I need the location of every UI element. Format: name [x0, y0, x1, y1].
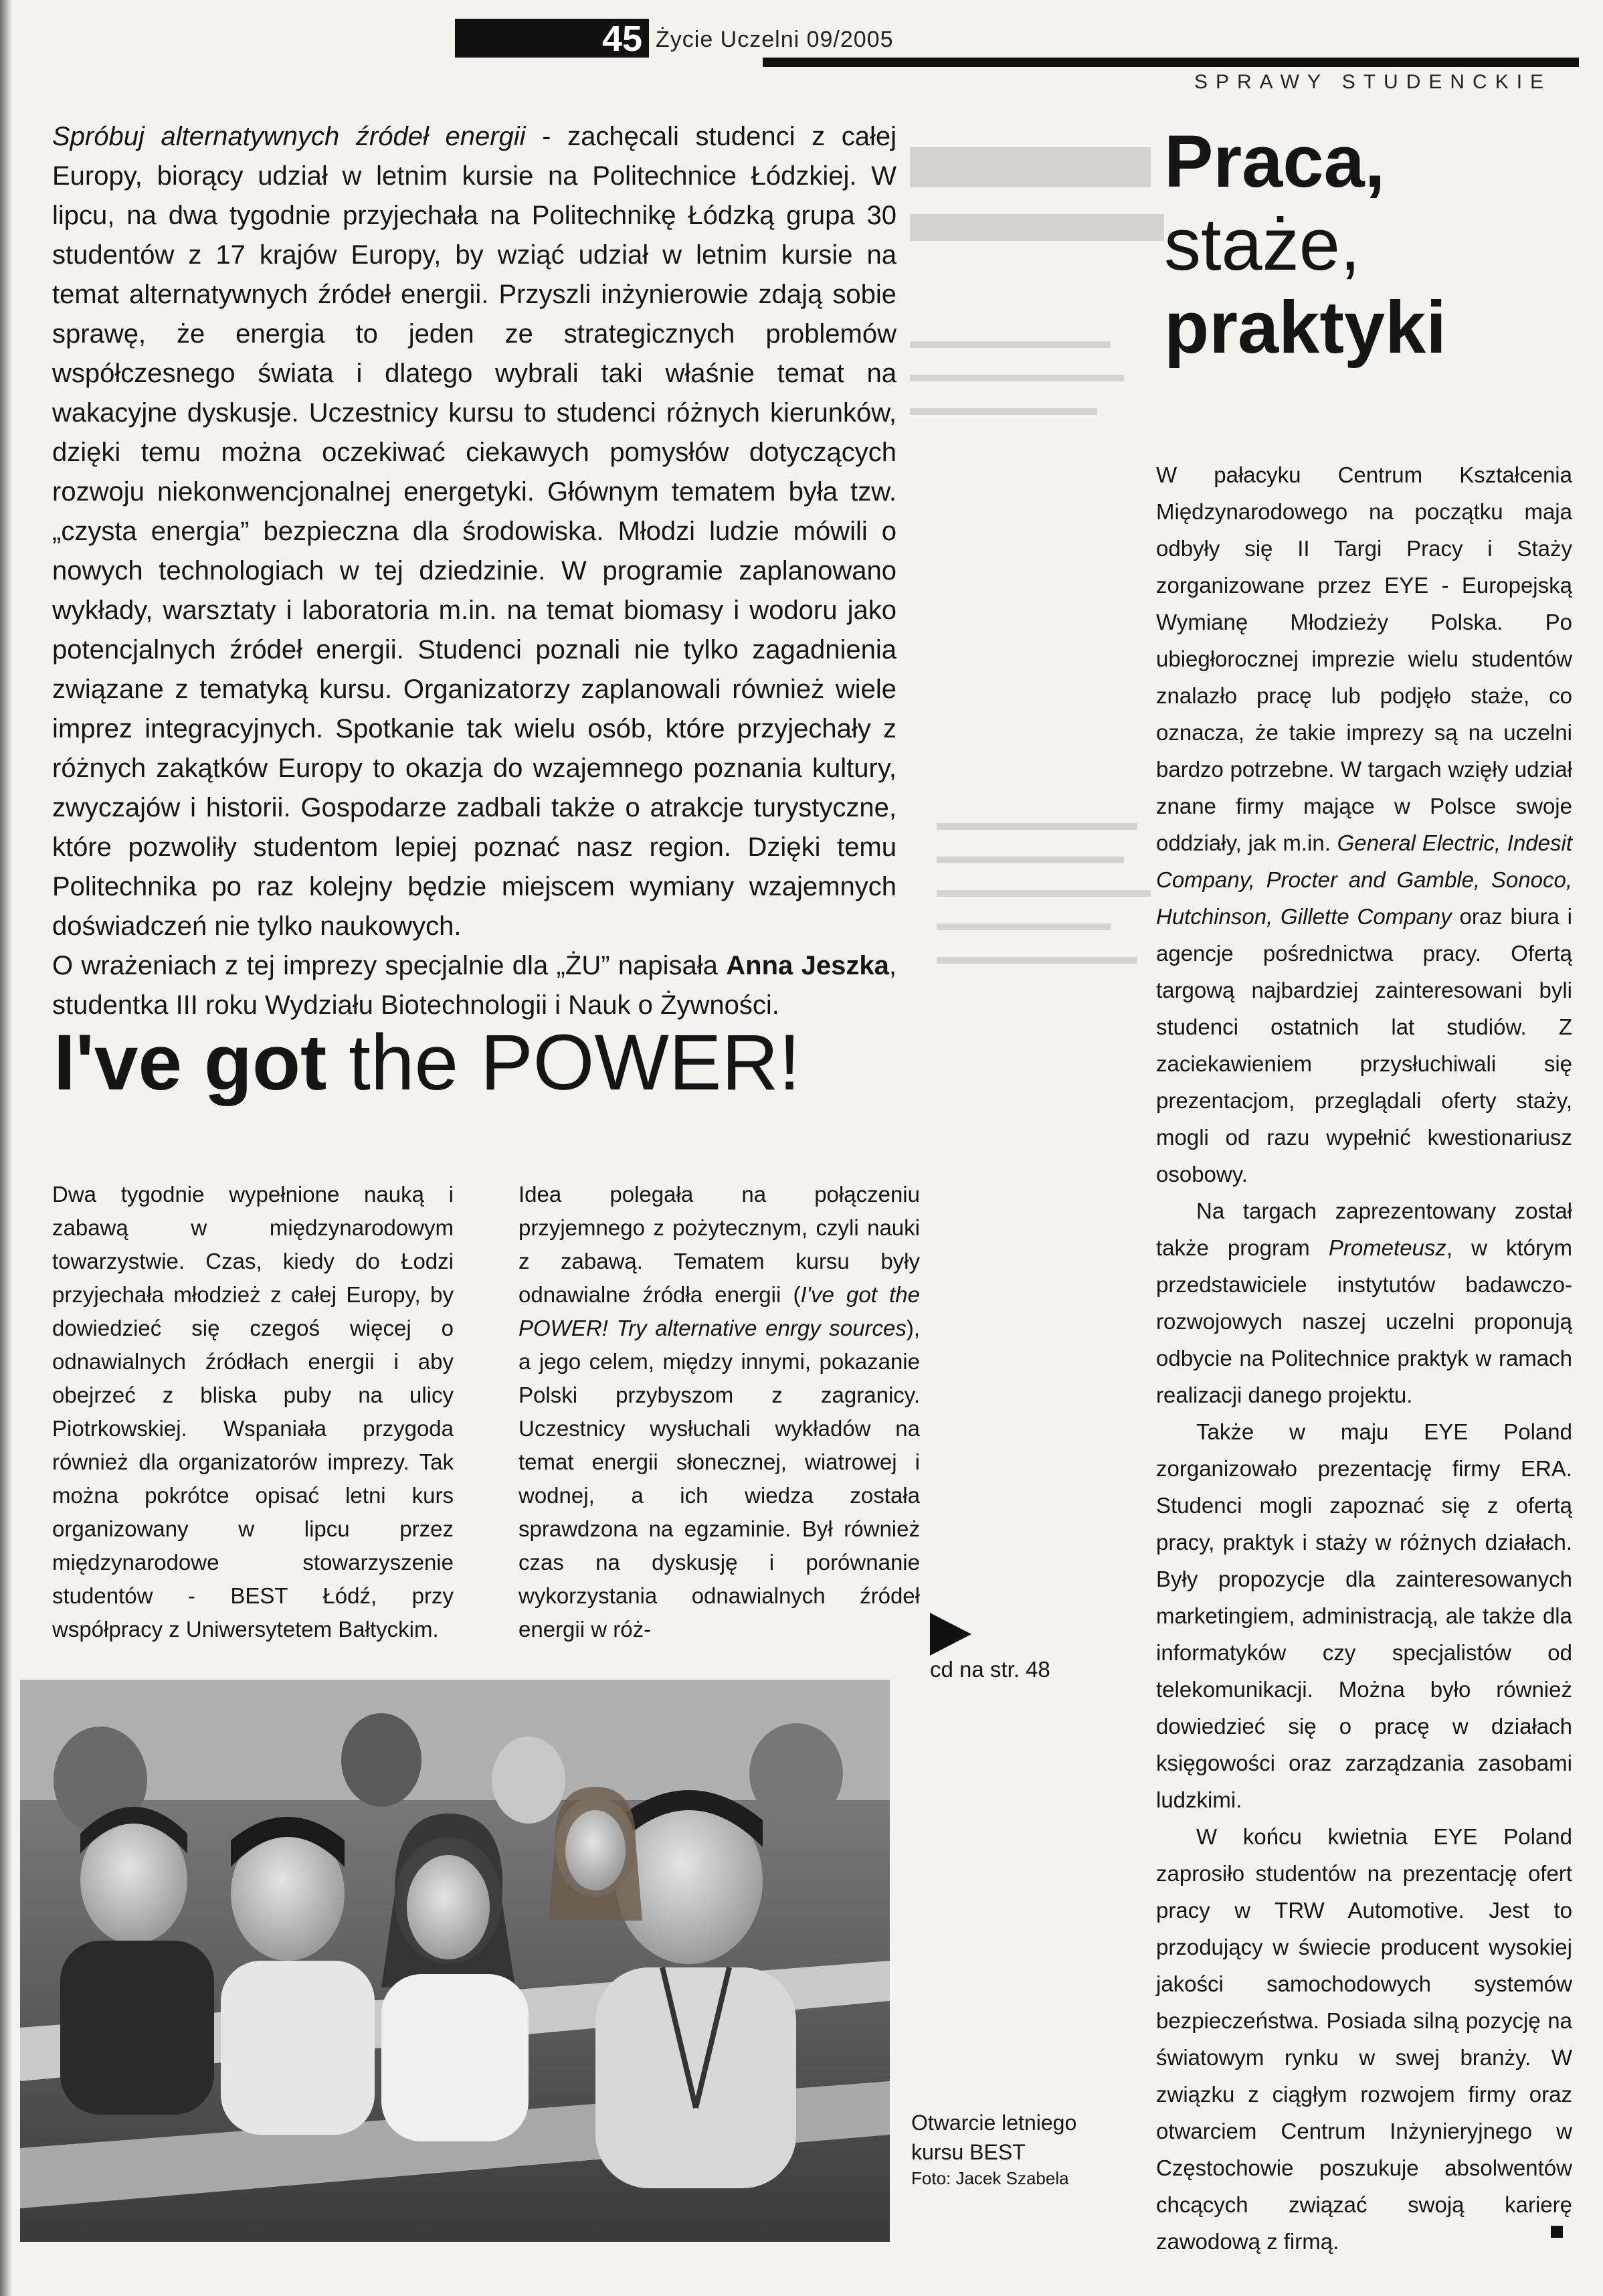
photo-caption: Otwarcie letniego kursu BEST [911, 2111, 1077, 2164]
title-line-3: praktyki [1164, 286, 1446, 369]
article-title-praca [1164, 120, 1446, 369]
praca-p2-end: , w którym przedstawiciele instytutów badawczo-rozwojowych naszej uczelni proponują odbycie na Politechnice praktyk w ramach realizacji danego projektu. [1156, 1235, 1573, 1407]
title-bold-part: I've got [54, 1019, 327, 1107]
praca-p2-start: Na targach zaprezentowany został także program [1156, 1199, 1572, 1260]
photo-illustration [20, 1680, 890, 2242]
col2-course-name: I've got the POWER! Try alternative enrgy sources [518, 1282, 920, 1340]
photo-students-lecture [20, 1680, 890, 2242]
intro-body: - zachęcali studenci z całej Europy, biorący udział w letnim kursie na Politechnice Łódzkiej. W lipcu, na dwa tygodnie przyjechała na Politechnikę Łódzką grupa 30 studentów z 17 krajów Europy, by wziąć udział w letnim kursie na temat alternatywnych źródeł energii. Przyszli inżynierowie zdają sobie sprawę, że energia to jeden ze strategicznych problemów współczesnego świata i dlatego wybrali taki właśnie temat na wakacyjne dyskusje. Uczestnicy kursu to studenci różnych kierunków, dzięki temu można oczekiwać ciekawych pomysłów dotyczących rozwoju niekonwencjonalnej energetyki. Głównym tematem była tzw. „czysta energia” bezpieczna dla środowiska. Młodzi ludzie mówili o nowych technologiach w tej dziedzinie. W programie zaplanowano wykłady, warsztaty i laboratoria m.in. na temat biomasy i wodoru jako potencjalnych źródeł energii. Studenci poznali nie tylko zagadnienia związane z tematyką kursu. Organizatorzy zaplanowali również wiele imprez integracyjnych. Spotkanie tak wielu osób, które przyjechały z różnych zakątków Europy to okazja do wzajemnego poznania kultury, zwyczajów i historii. Gospodarze zadbali także o atrakcje turystyczne, które pozwoliły studentom lepiej poznać nasz region. Dzięki temu Politechnika po raz kolejny będzie miejscem wymiany wzajemnych doświadczeń nie tylko naukowych. [52, 122, 897, 941]
title-light-part: the POWER! [326, 1019, 801, 1107]
col2-end: ), a jego celem, między innymi, pokazanie Polski przybyszom z zagranicy. Uczestnicy wysłuchali wykładów na temat energii słonecznej, wiatrowej i wodnej, a ich wiedza została sprawdzona na egzaminie. Był również czas na dyskusję i porównanie wykorzystania odnawialnych źródeł energii w róż- [518, 1316, 920, 1642]
praca-paragraph-2 [1156, 1193, 1572, 1413]
intro-paragraph-1 [52, 117, 897, 946]
intro-text [52, 117, 897, 1025]
article-title-power [54, 1017, 801, 1108]
program-name: Prometeusz [1328, 1235, 1446, 1260]
end-of-article-mark [1551, 2226, 1563, 2238]
bleed-through-texture [897, 120, 1177, 1191]
praca-paragraph-1 [1156, 456, 1572, 1193]
article-column-2 [518, 1178, 920, 1646]
intro-p2-start: O wrażeniach z tej imprezy specjalnie dla „ŻU” napisała [52, 951, 727, 980]
intro-p2-end: , studentka III roku Wydziału Biotechnologii i Nauk o Żywności. [52, 951, 897, 1020]
page-edge-shadow [0, 0, 12, 2296]
continued-arrow-icon [930, 1613, 971, 1656]
praca-paragraph-4: W końcu kwietnia EYE Poland zaprosiło studentów na prezentację ofert pracy w TRW Automotive. Jest to przodujący w świecie producent wysokiej jakości samochodowych systemów bezpieczeństwa. Posiada silną pozycję na światowym rynku w swej branży. W związku z ciągłym rozwojem firmy oraz otwarciem Centrum Inżynieryjnego w Częstochowie poszukuje absolwentów chcących związać swoją karierę zawodową z firmą. [1156, 1824, 1572, 2254]
col2-start: Idea polegała na połączeniu przyjemnego z pożytecznym, czyli nauki z zabawą. Tematem kursu były odnawialne źródła energii ( [518, 1182, 920, 1307]
praca-article-body [1156, 456, 1572, 2260]
intro-paragraph-2 [52, 946, 897, 1025]
section-name: SPRAWY STUDENCKIE [1194, 71, 1552, 93]
intro-lead: Spróbuj alternatywnych źródeł energii [52, 122, 526, 151]
continued-note: cd na str. 48 [930, 1657, 1050, 1682]
praca-p1-start: W pałacyku Centrum Kształcenia Międzynarodowego na początku maja odbyły się II Targi Pracy i Staży zorganizowane przez EYE - Europejską Wymianę Młodzieży Polska. Po ubiegłorocznej imprezie wielu studentów znalazło pracę lub podjęło staże, co oznacza, że takie imprezy są na uczelni bardzo potrzebne. W targach wzięły udział znane firmy mające w Polsce swoje oddziały, jak m.in. [1156, 462, 1572, 855]
praca-paragraph-3: Także w maju EYE Poland zorganizowało prezentację firmy ERA. Studenci mogli zapoznać się z ofertą pracy, praktyk i staży w różnych działach. Były propozycje dla zainteresowanych marketingiem, administracją, ale także dla informatyków czy specjalistów od telekomunikacji. Można było również dowiedzieć się o pracę w działach księgowości oraz zarządzania zasobami ludzkimi. [1156, 1419, 1572, 1812]
praca-p1-end: oraz biura i agencje pośrednictwa pracy. Ofertą targową najbardziej zainteresowani byli studenci ostatnich lat studiów. Z zaciekawieniem przysłuchiwali się prezentacjom, przeglądali oferty staży, mogli od razu wypełnić kwestionariusz osobowy. [1156, 904, 1572, 1186]
header-rule [763, 58, 1579, 67]
author-name: Anna Jeszka [726, 951, 889, 980]
page-number: 45 [602, 19, 643, 59]
article-column-1: Dwa tygodnie wypełnione nauką i zabawą w międzynarodowym towarzystwie. Czas, kiedy do Łodzi przyjechała młodzież z całej Europy, by dowiedzieć się czegoś więcej o odnawialnych źródłach energii i aby obejrzeć z bliska puby na ulicy Piotrkowskiej. Wspaniała przygoda również dla organizatorów imprezy. Tak można pokrótce opisać letni kurs organizowany w lipcu przez międzynarodowe stowarzyszenie studentów - BEST Łódź, przy współpracy z Uniwersytetem Bałtyckim. [52, 1182, 454, 1642]
photo-credit: Foto: Jacek Szabela [911, 2168, 1069, 2188]
company-list: General Electric, Indesit Company, Procter and Gamble, Sonoco, Hutchinson, Gillette Company [1156, 830, 1572, 929]
magazine-issue: Życie Uczelni 09/2005 [656, 27, 894, 52]
title-line-1: Praca, [1164, 120, 1386, 203]
title-line-2: staże, [1164, 203, 1361, 286]
